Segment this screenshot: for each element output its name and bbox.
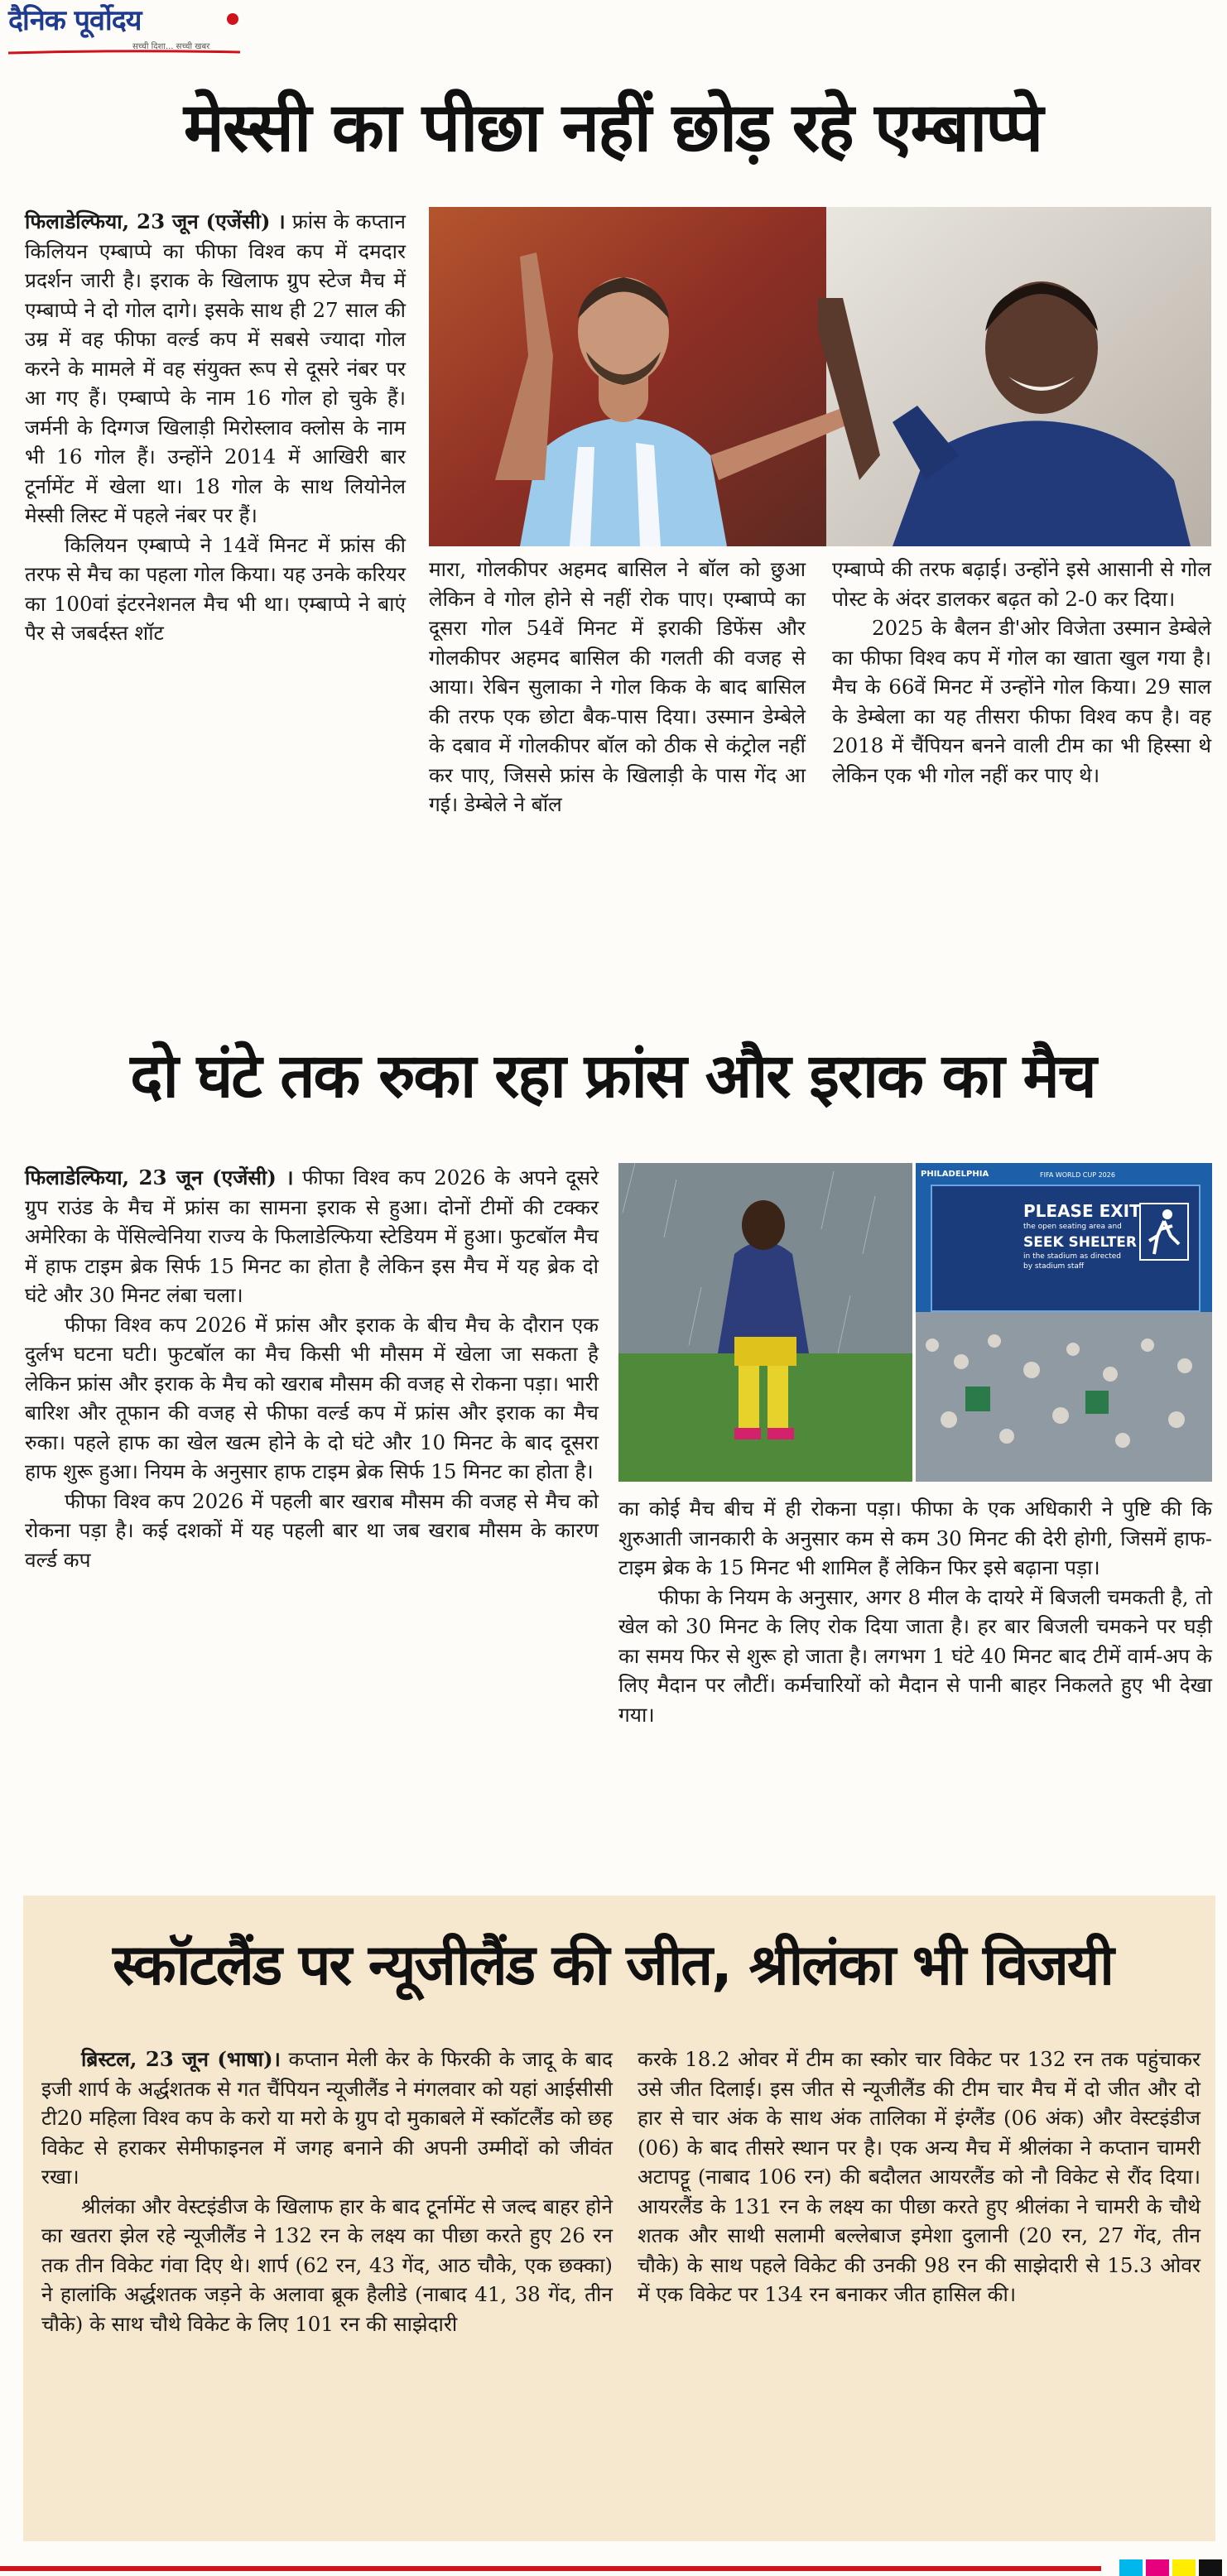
page-bottom-rule <box>0 2566 1101 2571</box>
cmyk-mark-cyan <box>1119 2559 1143 2576</box>
sun-logo-icon <box>225 12 240 26</box>
goalkeeper-in-rain-photo <box>618 1163 912 1482</box>
story3-column-1 <box>41 2045 613 2338</box>
story3-col1-para1 <box>41 2045 613 2192</box>
running-person-icon <box>1139 1203 1189 1261</box>
sign-line2: the open seating area and <box>1023 1223 1122 1231</box>
story2-photo-stadium <box>916 1163 1212 1482</box>
story2-col1-para2: फीफा विश्व कप 2026 में फ्रांस और इराक के बीच मैच के दौरान एक दुर्लभ घटना घटी। फुटबॉल का मैच किसी भी मौसम में खेला जा सकता है लेकिन फ्रांस और इराक के मैच को खराब मौसम की वजह से रोकना पड़ा। भारी बारिश और तूफान की वजह से फीफा वर्ल्ड कप में फ्रांस और इराक का मैच रुका। पहले हाफ का खेल खत्म होने के दो घंटे और 10 मिनट के बाद दूसरा हाफ शुरू हुआ। नियम के अनुसार हाफ टाइम ब्रेक सिर्फ 15 मिनट का होता है। <box>25 1312 599 1483</box>
story3-dateline: ब्रिस्टल, 23 जून (भाषा)। <box>81 2047 281 2071</box>
story1-dateline: फिलाडेल्फिया, 23 जून (एजेंसी) । <box>25 209 286 233</box>
masthead <box>8 3 257 61</box>
story2-column-2 <box>618 1494 1212 1729</box>
story2-col1-para1 <box>25 1163 599 1310</box>
sign-brand: PHILADELPHIA <box>921 1170 989 1179</box>
sign-line1: PLEASE EXIT <box>1023 1201 1141 1221</box>
story3-column-2 <box>638 2045 1201 2309</box>
exit-sign-board <box>931 1185 1201 1312</box>
story2-dateline: फिलाडेल्फिया, 23 जून (एजेंसी) । <box>25 1165 294 1189</box>
masthead-title: दैनिक पूर्वोदय <box>8 4 142 37</box>
story2-col2-para2: फीफा के नियम के अनुसार, अगर 8 मील के दायरे में बिजली चमकती है, तो खेल को 30 मिनट के लिए रोक दिया जाता है। हर बार बिजली चमकने पर घड़ी का समय फिर से शुरू हो जाता है। लगभग 1 घंटे 40 मिनट बाद टीमें वार्म-अप के लिए मैदान पर लौटीं। कर्मचारियों को मैदान से पानी बाहर निकलते हुए भी देखा गया। <box>618 1584 1212 1727</box>
story1-col3-para2: 2025 के बैलन डी'ओर विजेता उस्मान डेम्बेले का फीफा विश्व कप में गोल का खाता खुल गया है। मैच के 66वें मिनट में उन्होंने गोल किया। 29 साल के डेम्बेला का यह तीसरा फीफा विश्व कप है। वह 2018 में चैंपियन बनने वाली टीम का भी हिस्सा थे लेकिन एक भी गोल नहीं कर पाए थे। <box>832 616 1211 787</box>
story3-headline: स्कॉटलैंड पर न्यूजीलैंड की जीत, श्रीलंका भी विजयी <box>113 1933 1113 1998</box>
story3-col1-text1: कप्तान मेली केर के फिरकी के जादू के बाद इजी शार्प के अर्द्धशतक से गत चैंपियन न्यूजीलैंड ने मंगलवार को यहां आईसीसी टी20 महिला विश्व कप के करो या मरो के ग्रुप दो मुकाबले में स्कॉटलैंड को छह विकेट से हराकर सेमीफाइनल में जगह बनाने की अपनी उम्मीदों को जीवंत रखा। <box>41 2047 614 2189</box>
story1-column-2 <box>429 555 806 819</box>
cmyk-mark-yellow <box>1172 2559 1196 2576</box>
story2-headline: दो घंटे तक रुका रहा फ्रांस और इराक का मैच <box>130 1040 1095 1112</box>
story2-col2-para1: का कोई मैच बीच में ही रोकना पड़ा। फीफा के एक अधिकारी ने पुष्टि की कि शुरुआती जानकारी के अनुसार कम से कम 30 मिनट की देरी होगी, जिसमें हाफ-टाइम ब्रेक के 15 मिनट भी शामिल हैं लेकिन फिर इसे बढ़ाना पड़ा। <box>618 1497 1212 1579</box>
story2-photo-keeper <box>618 1163 912 1482</box>
story3-col1-para2: श्रीलंका और वेस्टइंडीज के खिलाफ हार के बाद टूर्नामेंट से जल्द बाहर होने का खतरा झेल रहे न्यूजीलैंड ने 132 रन के लक्ष्य का पीछा करते हुए 26 रन तक तीन विकेट गंवा दिए थे। शार्प (62 रन, 43 गेंद, आठ चौके, एक छक्का) ने हालांकि अर्द्धशतक जड़ने के अलावा ब्रूक हैलीडे (नाबाद 41, 38 गेंद, तीन चौके) के साथ चौथे विकेट के लिए 101 रन की साझेदारी <box>41 2194 613 2336</box>
masthead-underline <box>8 50 240 55</box>
sign-cup: FIFA WORLD CUP 2026 <box>1040 1171 1115 1179</box>
story1-col1-para2: किलियन एम्बाप्पे ने 14वें मिनट में फ्रांस की तरफ से मैच का पहला गोल किया। यह उनके करियर का 100वां इंटरनेशनल मैच भी था। एम्बाप्पे ने बाएं पैर से जबर्दस्त शॉट <box>25 532 406 645</box>
sign-line3: SEEK SHELTER <box>1023 1234 1137 1251</box>
story1-col3-para1: एम्बाप्पे की तरफ बढ़ाई। उन्होंने इसे आसानी से गोल पोस्ट के अंदर डालकर बढ़त को 2-0 कर दिया। <box>832 557 1211 611</box>
sign-line5: by stadium staff <box>1023 1262 1085 1271</box>
story1-col2-para1: मारा, गोलकीपर अहमद बासिल ने बॉल को छुआ लेकिन वे गोल होने से नहीं रोक पाए। एम्बाप्पे का दूसरा गोल 54वें मिनट में इराकी डिफेंस और गोलकीपर अहमद बासिल की गलती की वजह से आया। रेबिन सुलाका ने गोल किक के बाद बासिल की तरफ एक छोटा बैक-पास दिया। उस्मान डेम्बेले के दबाव में गोलकीपर बॉल को ठीक से कंट्रोल नहीं कर पाए, जिससे फ्रांस के खिलाड़ी के पास गेंद आ गई। डेम्बेले ने बॉल <box>429 557 806 816</box>
story1-column-1 <box>25 207 406 648</box>
messi-mbappe-photo <box>429 207 1211 546</box>
story2-col1-text1: फीफा विश्व कप 2026 के अपने दूसरे ग्रुप राउंड के मैच में फ्रांस का सामना इराक से हुआ। दोनों टीमों की टक्कर अमेरिका के पेंसिल्वेनिया राज्य के फिलाडेल्फिया स्टेडियम में हुआ। फुटबॉल मैच में हाफ टाइम ब्रेक सिर्फ 15 मिनट का होता है लेकिन इस मैच में यह ब्रेक दो घंटे और 30 मिनट लंबा चला। <box>25 1165 599 1307</box>
cmyk-mark-black <box>1199 2559 1222 2576</box>
story1-headline: मेस्सी का पीछा नहीं छोड़ रहे एम्बाप्पे <box>183 89 1042 167</box>
crowd-in-rain <box>916 1312 1212 1482</box>
story1-photo <box>429 207 1211 546</box>
story1-col1-text1: फ्रांस के कप्तान किलियन एम्बाप्पे का फीफा विश्व कप में दमदार प्रदर्शन जारी है। इराक के खिलाफ ग्रुप स्टेज मैच में एम्बाप्पे ने दो गोल दागे। इसके साथ ही 27 साल की उम्र में वह फीफा वर्ल्ड कप में सबसे ज्यादा गोल करने के मामले में वह संयुक्त रूप से दूसरे नंबर पर आ गए हैं। एम्बाप्पे के नाम 16 गोल हो चुके हैं। जर्मनी के दिग्गज खिलाड़ी मिरोस्लाव क्लोस के नाम भी 16 गोल हैं। उन्होंने 2014 में आखिरी बार टूर्नामेंट में खेला था। 18 गोल के साथ लियोनेल मेस्सी लिस्ट में पहले नंबर पर हैं। <box>25 209 406 527</box>
story2-col1-para3: फीफा विश्व कप 2026 में पहली बार खराब मौसम की वजह से मैच को रोकना पड़ा है। कई दशकों में यह पहली बार था जब खराब मौसम के कारण वर्ल्ड कप <box>25 1488 599 1572</box>
cmyk-mark-magenta <box>1146 2559 1169 2576</box>
masthead-tagline: सच्ची दिशा... सच्ची खबर <box>132 42 210 51</box>
story2-column-1 <box>25 1163 599 1574</box>
story3-col2-para1: करके 18.2 ओवर में टीम का स्कोर चार विकेट पर 132 रन तक पहुंचाकर उसे जीत दिलाई। इस जीत से न्यूजीलैंड की टीम चार मैच में दो जीत और दो हार से चार अंक के साथ अंक तालिका में इंग्लैंड (06 अंक) और वेस्टइंडीज (06) के बाद तीसरे स्थान पर है। एक अन्य मैच में श्रीलंका ने कप्तान चामरी अटापट्टू (नाबाद 106 रन) की बदौलत आयरलैंड को नौ विकेट से रौंद दिया। आयरलैंड के 131 रन के लक्ष्य का पीछा करते हुए श्रीलंका ने चामरी के चौथे शतक और साथी सलामी बल्लेबाज इमेशा दुलानी (20 रन, 27 गेंद, तीन चौके) के साथ पहले विकेट की उनकी 98 रन की साझेदारी से 15.3 ओवर में एक विकेट पर 134 रन बनाकर जीत हासिल की। <box>638 2047 1201 2306</box>
story1-col1-para1 <box>25 207 406 531</box>
sign-line4: in the stadium as directed <box>1023 1252 1122 1261</box>
story1-column-3 <box>832 555 1211 790</box>
